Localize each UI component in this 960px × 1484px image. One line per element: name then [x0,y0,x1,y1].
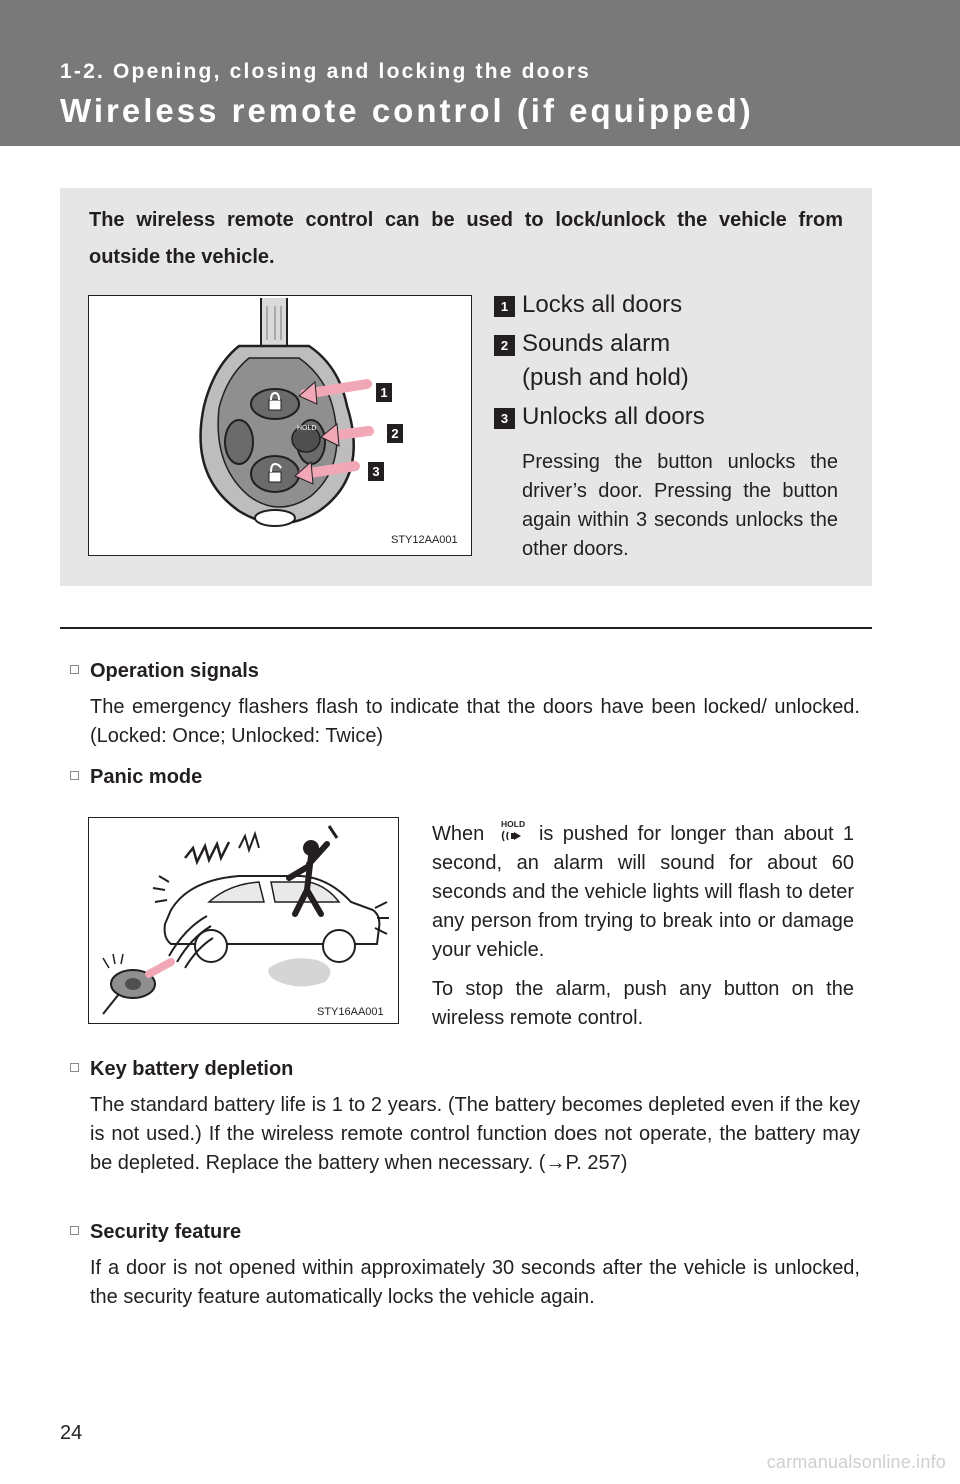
section-label: 1-2. Opening, closing and locking the doors [60,60,591,83]
legend-item-unlock [494,400,834,434]
legend-label: Unlocks all doors [522,403,705,430]
unlock-note: Pressing the button unlocks the driver’s door. Pressing the button again within 3 seconds unlocks the other doors. [522,451,838,560]
legend-label: Sounds alarm [522,330,671,357]
intro-box [60,188,872,586]
bullet-icon [70,1226,79,1235]
panic-text-after: is pushed for longer than about 1 second, an alarm will sound for about 60 seconds and the vehicle lights will flash to deter any person from trying to break into or damage your vehicle. [432,823,855,961]
topic-heading [70,656,860,686]
panic-alarm-illustration [89,818,398,1023]
topic-heading [70,762,860,792]
bullet-icon [70,1063,79,1072]
heading-text: Operation signals [90,660,259,682]
number-badge: 3 [494,408,515,429]
legend-item-lock [494,288,834,322]
topic-body: The standard battery life is 1 to 2 years. (The battery becomes depleted even if the key is not used.) If the wireless remote control function does not operate, the battery may be depleted. Replace the battery when necessary. (→P. 257) [90,1094,860,1174]
hold-icon-label: HOLD [500,819,525,829]
panic-mode-figure [88,817,399,1024]
svg-text:2: 2 [391,426,399,441]
topic-operation-signals [70,656,860,751]
heading-text: Security feature [90,1221,242,1243]
topic-panic-mode [70,762,860,792]
svg-text:1: 1 [380,385,388,400]
topic-heading [70,1054,860,1084]
number-badge: 2 [494,335,515,356]
legend-sublabel: (push and hold) [522,364,689,391]
panic-text-before: When [432,823,485,845]
figure-code: STY16AA001 [317,1006,384,1018]
panic-stop-text: To stop the alarm, push any button on the wireless remote control. [432,978,854,1029]
intro-text: The wireless remote control can be used to lock/unlock the vehicle from outside the vehicle. [89,209,843,268]
topic-security-feature [70,1217,860,1312]
remote-key-figure [88,295,472,556]
watermark: carmanualsonline.info [766,1452,946,1472]
remote-key-illustration [89,296,471,555]
bullet-icon [70,771,79,780]
legend-item-alarm [494,327,834,395]
bullet-icon [70,665,79,674]
topic-body: If a door is not opened within approximately 30 seconds after the vehicle is unlocked, the security feature automatically locks the vehicle again. [90,1257,860,1308]
panic-description [432,818,854,965]
svg-text:HOLD: HOLD [297,425,317,432]
legend [494,288,838,564]
topic-body: The emergency flashers flash to indicate that the doors have been locked/ unlocked. (Locked: Once; Unlocked: Twice) [90,696,860,747]
legend-label: Locks all doors [522,291,683,318]
page-title: Wireless remote control (if equipped) [60,92,754,129]
topic-heading [70,1217,860,1247]
heading-text: Panic mode [90,766,203,788]
panic-mode-text [432,818,854,1033]
number-badge: 1 [494,296,515,317]
divider [60,627,872,629]
page-number: 24 [60,1422,83,1444]
figure-code: STY12AA001 [391,534,458,546]
svg-text:3: 3 [372,464,380,479]
topic-key-battery [70,1054,860,1178]
heading-text: Key battery depletion [90,1058,294,1080]
hold-alarm-icon [494,818,530,844]
